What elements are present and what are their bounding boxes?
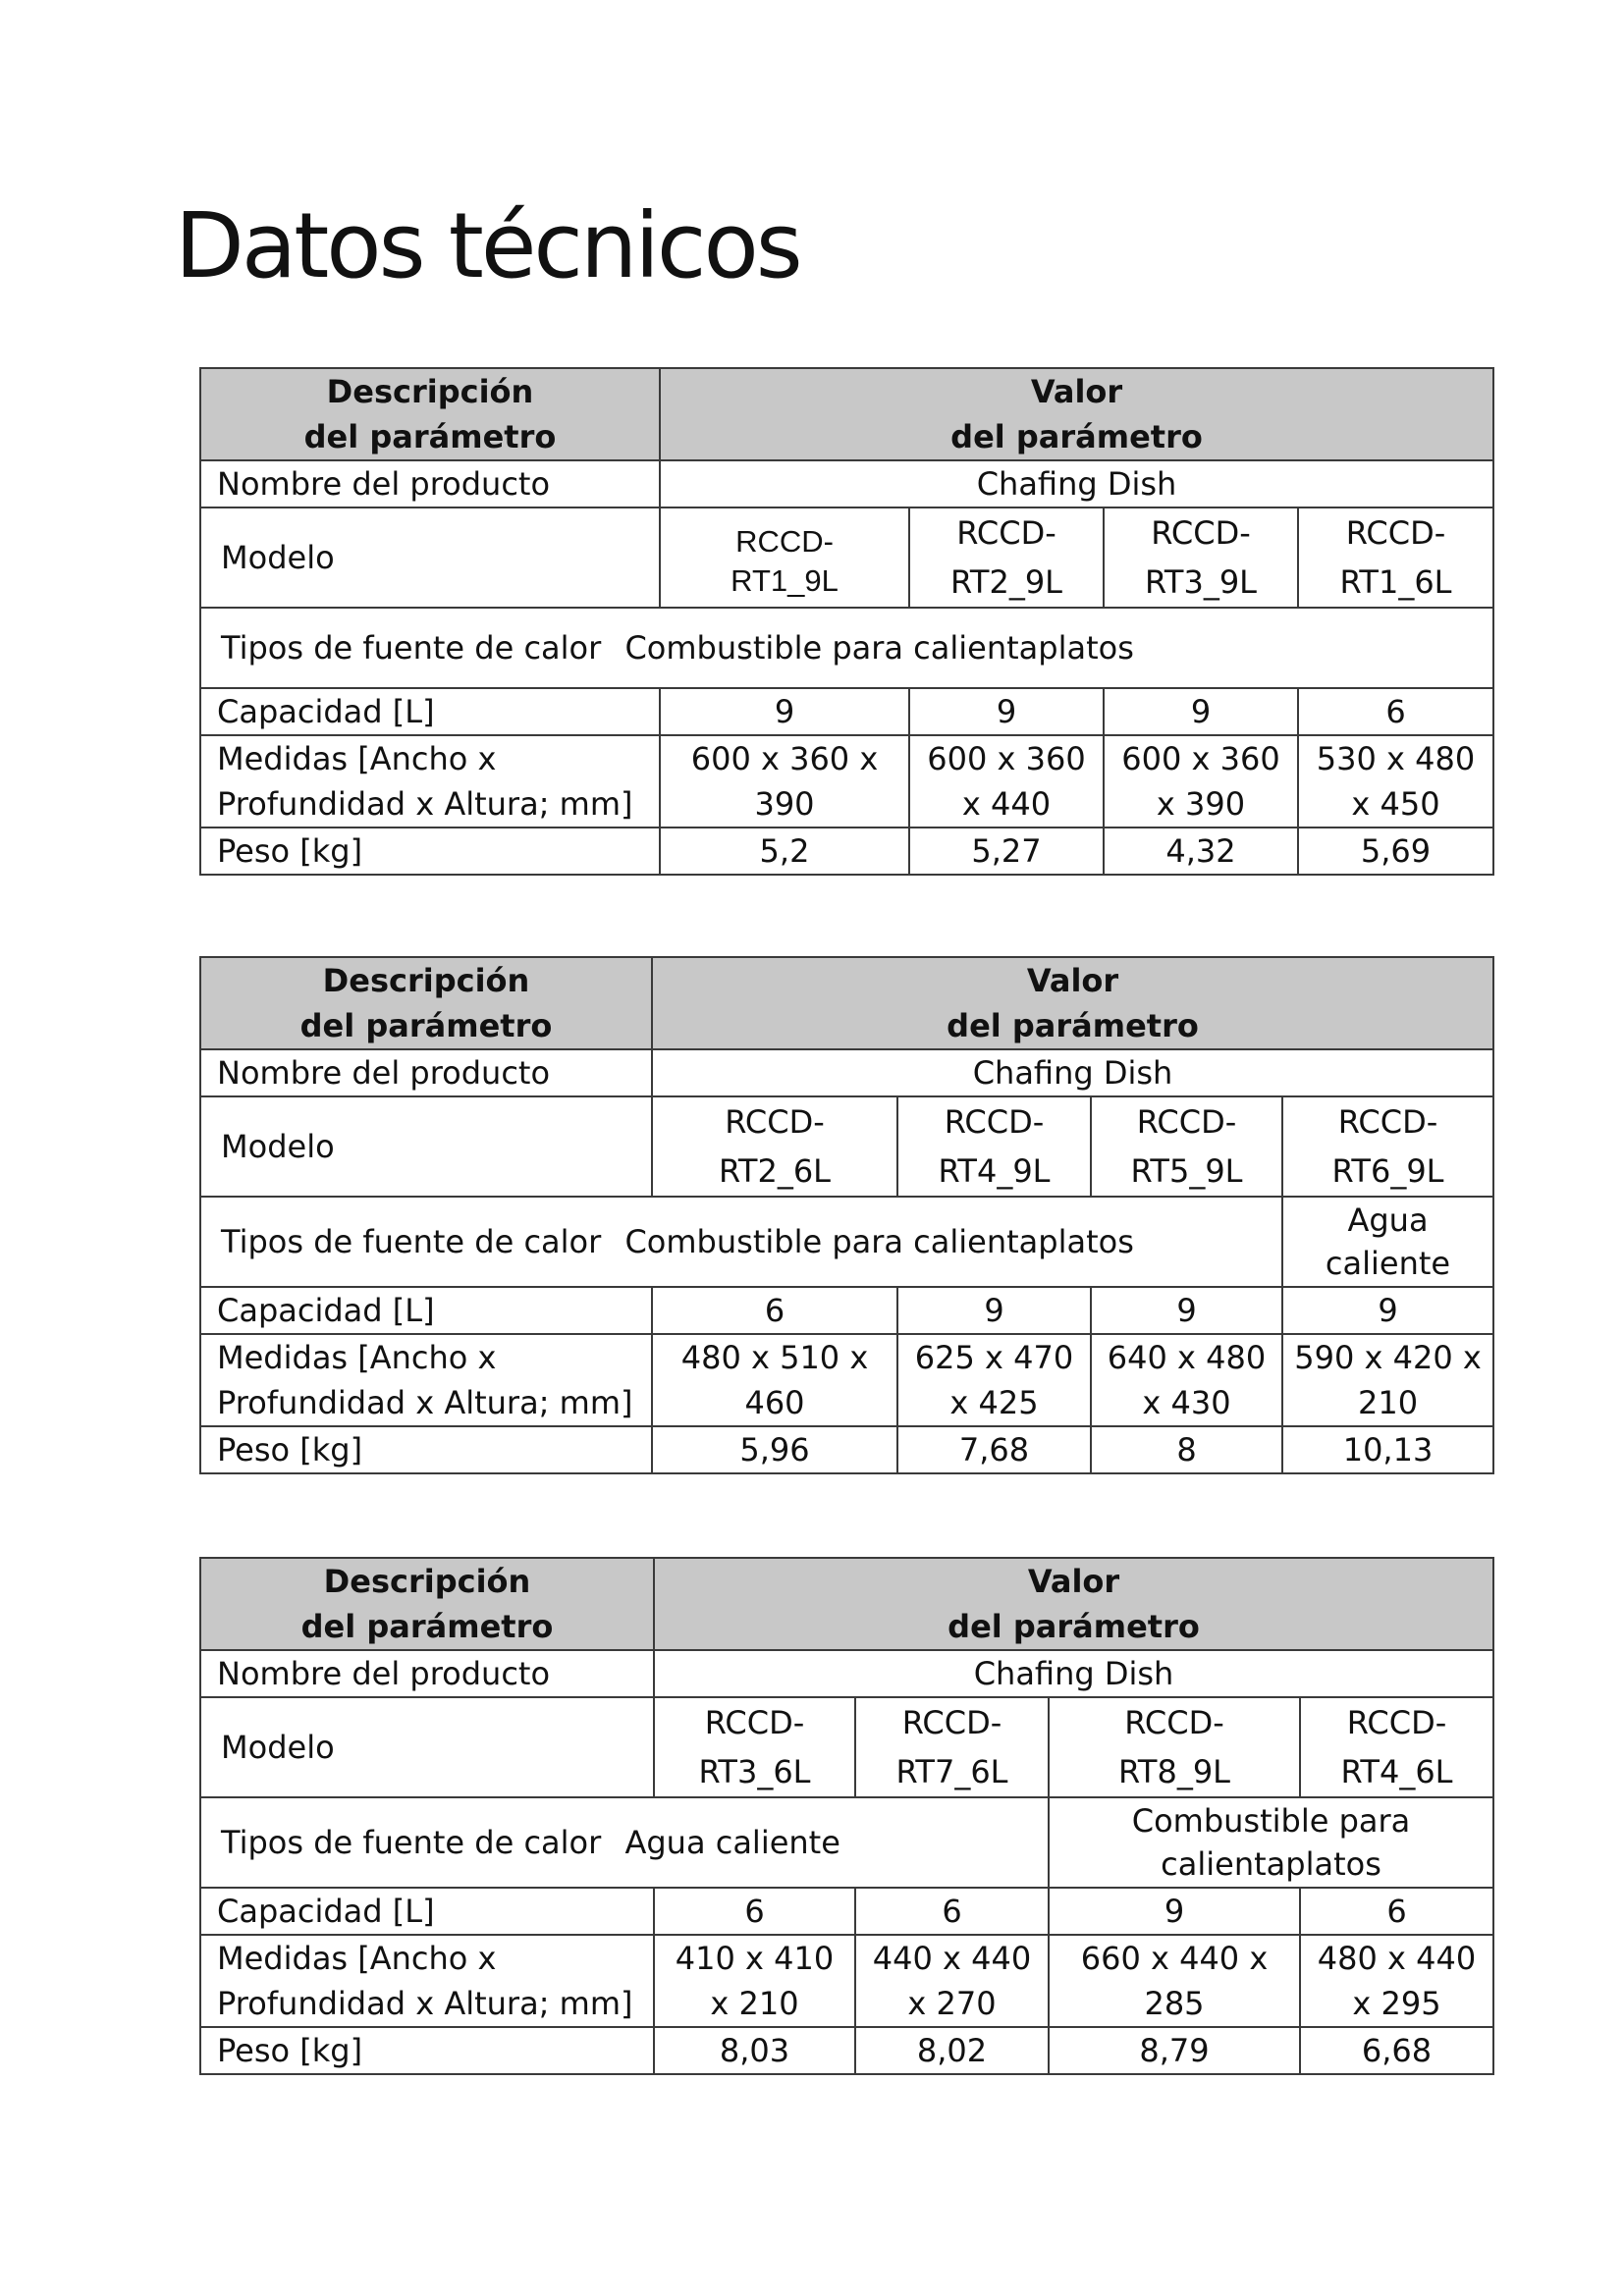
model-cell <box>909 507 1104 608</box>
header-row <box>200 1558 1493 1650</box>
capacity-value: 9 <box>909 688 1104 735</box>
model-line2: RT7_6L <box>895 1753 1008 1790</box>
dimensions-line1: 590 x 420 x <box>1294 1339 1482 1376</box>
model-line1: RCCD- <box>1151 514 1251 552</box>
dimensions-line2: 460 <box>744 1384 805 1421</box>
model-line2: RT4_6L <box>1340 1753 1453 1790</box>
header-value-line1: Valor <box>1030 373 1123 410</box>
dimensions-row <box>200 1935 1493 2027</box>
heat-source-value-right <box>1282 1197 1493 1287</box>
model-cell <box>897 1096 1091 1197</box>
product-name-row <box>200 1049 1493 1096</box>
dimensions-value <box>1282 1334 1493 1426</box>
capacity-value: 9 <box>1104 688 1298 735</box>
weight-value: 5,96 <box>652 1426 897 1473</box>
dimensions-label <box>200 735 660 828</box>
header-value-line2: del parámetro <box>950 418 1203 455</box>
header-value-line1: Valor <box>1027 1563 1120 1600</box>
model-cell <box>1091 1096 1282 1197</box>
capacity-label: Capacidad [L] <box>200 1287 652 1334</box>
weight-value: 4,32 <box>1104 828 1298 875</box>
dimensions-line2: x 430 <box>1142 1384 1231 1421</box>
dimensions-line1: 660 x 440 x <box>1080 1940 1269 1977</box>
header-description <box>200 1558 654 1650</box>
model-line1: RCCD- <box>901 1704 1002 1741</box>
header-value <box>660 368 1493 460</box>
spec-table-2 <box>199 956 1494 1474</box>
heat-source-value: Agua caliente <box>624 1824 840 1861</box>
weight-value: 8,03 <box>654 2027 855 2074</box>
dimensions-label-line2: Profundidad x Altura; mm] <box>217 785 633 823</box>
dimensions-value <box>897 1334 1091 1426</box>
model-line2: RT8_9L <box>1118 1753 1230 1790</box>
model-cell <box>855 1697 1049 1797</box>
heat-source-value: Combustible para calientaplatos <box>624 1223 1134 1260</box>
dimensions-line1: 480 x 440 <box>1317 1940 1477 1977</box>
product-name-label: Nombre del producto <box>200 460 660 507</box>
heat-source-right-line2: caliente <box>1325 1245 1451 1282</box>
model-line1: RCCD- <box>725 1103 825 1141</box>
dimensions-value <box>1104 735 1298 828</box>
model-line2: RT2_9L <box>950 563 1062 601</box>
dimensions-line1: 530 x 480 <box>1316 740 1476 777</box>
heat-source-row <box>200 1797 1493 1888</box>
dimensions-value <box>654 1935 855 2027</box>
header-value-line2: del parámetro <box>947 1007 1199 1044</box>
capacity-value: 9 <box>660 688 909 735</box>
capacity-label: Capacidad [L] <box>200 1888 654 1935</box>
dimensions-label <box>200 1334 652 1426</box>
header-value <box>654 1558 1493 1650</box>
heat-source-cell <box>200 1797 1049 1888</box>
capacity-value: 6 <box>1300 1888 1493 1935</box>
model-line2: RT3_6L <box>698 1753 811 1790</box>
model-cell <box>1282 1096 1493 1197</box>
product-name-value: Chafing Dish <box>660 460 1493 507</box>
heat-source-label: Tipos de fuente de calor <box>221 1223 602 1260</box>
dimensions-value <box>1300 1935 1493 2027</box>
dimensions-line2: 390 <box>754 785 815 823</box>
capacity-value: 6 <box>652 1287 897 1334</box>
model-line2: RT3_9L <box>1145 563 1257 601</box>
model-cell <box>1298 507 1493 608</box>
model-label: Modelo <box>200 507 660 608</box>
page-title: Datos técnicos <box>175 193 800 298</box>
product-name-row <box>200 1650 1493 1697</box>
heat-source-value: Combustible para calientaplatos <box>624 629 1134 667</box>
capacity-value: 9 <box>897 1287 1091 1334</box>
dimensions-row <box>200 1334 1493 1426</box>
heat-source-row <box>200 608 1493 688</box>
model-cell <box>1049 1697 1300 1797</box>
weight-row <box>200 828 1493 875</box>
model-cell <box>1104 507 1298 608</box>
weight-value: 7,68 <box>897 1426 1091 1473</box>
weight-label: Peso [kg] <box>200 2027 654 2074</box>
capacity-row <box>200 1287 1493 1334</box>
header-description <box>200 368 660 460</box>
capacity-value: 9 <box>1091 1287 1282 1334</box>
weight-value: 8,79 <box>1049 2027 1300 2074</box>
dimensions-line2: 285 <box>1144 1985 1205 2022</box>
dimensions-line1: 480 x 510 x <box>680 1339 869 1376</box>
header-description-line2: del parámetro <box>303 418 557 455</box>
model-cell <box>654 1697 855 1797</box>
dimensions-value <box>652 1334 897 1426</box>
model-label: Modelo <box>200 1697 654 1797</box>
capacity-value: 9 <box>1049 1888 1300 1935</box>
model-line2: RT4_9L <box>938 1152 1051 1190</box>
heat-source-right-line1: Agua <box>1347 1201 1429 1239</box>
model-line1: RCCD- <box>1124 1704 1224 1741</box>
model-label: Modelo <box>200 1096 652 1197</box>
dimensions-line2: x 270 <box>907 1985 997 2022</box>
dimensions-value <box>660 735 909 828</box>
model-row <box>200 507 1493 608</box>
model-row <box>200 1697 1493 1797</box>
product-name-value: Chafing Dish <box>654 1650 1493 1697</box>
dimensions-line2: x 425 <box>949 1384 1039 1421</box>
capacity-row <box>200 1888 1493 1935</box>
weight-value: 8 <box>1091 1426 1282 1473</box>
spec-table-1 <box>199 367 1494 876</box>
dimensions-line2: 210 <box>1357 1384 1419 1421</box>
model-line1: RCCD- <box>944 1103 1045 1141</box>
header-description-line1: Descripción <box>322 962 530 999</box>
heat-source-label: Tipos de fuente de calor <box>221 629 602 667</box>
dimensions-row <box>200 735 1493 828</box>
dimensions-line2: x 295 <box>1352 1985 1441 2022</box>
weight-value: 6,68 <box>1300 2027 1493 2074</box>
dimensions-line2: x 450 <box>1351 785 1440 823</box>
dimensions-line2: x 440 <box>961 785 1052 823</box>
model-line2: RT6_9L <box>1331 1152 1444 1190</box>
heat-source-right-line2: calientaplatos <box>1161 1845 1381 1883</box>
heat-source-right-line1: Combustible para <box>1131 1802 1411 1840</box>
capacity-value: 6 <box>1298 688 1493 735</box>
spec-table-3 <box>199 1557 1494 2075</box>
dimensions-label-line1: Medidas [Ancho x <box>217 1339 497 1376</box>
heat-source-cell <box>200 1197 1282 1287</box>
header-value-line1: Valor <box>1026 962 1119 999</box>
dimensions-label-line2: Profundidad x Altura; mm] <box>217 1985 633 2022</box>
dimensions-line1: 600 x 360 x <box>690 740 879 777</box>
model-line1: RCCD- <box>735 524 834 559</box>
weight-value: 5,69 <box>1298 828 1493 875</box>
model-line1: RCCD- <box>1337 1103 1438 1141</box>
model-line1: RCCD- <box>1136 1103 1237 1141</box>
dimensions-value <box>855 1935 1049 2027</box>
dimensions-value <box>909 735 1104 828</box>
weight-label: Peso [kg] <box>200 828 660 875</box>
model-line1: RCCD- <box>1345 514 1446 552</box>
dimensions-line1: 640 x 480 <box>1107 1339 1267 1376</box>
dimensions-label <box>200 1935 654 2027</box>
dimensions-line2: x 390 <box>1156 785 1246 823</box>
dimensions-label-line1: Medidas [Ancho x <box>217 740 497 777</box>
model-row <box>200 1096 1493 1197</box>
weight-value: 5,2 <box>660 828 909 875</box>
header-description-line1: Descripción <box>323 1563 531 1600</box>
header-value <box>652 957 1493 1049</box>
header-value-line2: del parámetro <box>947 1608 1200 1645</box>
model-cell <box>660 507 909 608</box>
weight-value: 10,13 <box>1282 1426 1493 1473</box>
product-name-label: Nombre del producto <box>200 1049 652 1096</box>
dimensions-value <box>1091 1334 1282 1426</box>
model-line1: RCCD- <box>1346 1704 1447 1741</box>
heat-source-label: Tipos de fuente de calor <box>221 1824 602 1861</box>
model-line2: RT1_9L <box>731 563 839 598</box>
heat-source-value-right <box>1049 1797 1493 1888</box>
model-line2: RT2_6L <box>719 1152 831 1190</box>
weight-label: Peso [kg] <box>200 1426 652 1473</box>
capacity-value: 9 <box>1282 1287 1493 1334</box>
weight-value: 8,02 <box>855 2027 1049 2074</box>
capacity-value: 6 <box>855 1888 1049 1935</box>
heat-source-row <box>200 1197 1493 1287</box>
product-name-label: Nombre del producto <box>200 1650 654 1697</box>
weight-value: 5,27 <box>909 828 1104 875</box>
dimensions-value <box>1049 1935 1300 2027</box>
header-description-line2: del parámetro <box>299 1007 553 1044</box>
header-row <box>200 957 1493 1049</box>
dimensions-line1: 625 x 470 <box>914 1339 1074 1376</box>
capacity-label: Capacidad [L] <box>200 688 660 735</box>
header-description-line1: Descripción <box>326 373 534 410</box>
header-description-line2: del parámetro <box>300 1608 554 1645</box>
header-description <box>200 957 652 1049</box>
dimensions-line1: 410 x 410 <box>675 1940 835 1977</box>
product-name-value: Chafing Dish <box>652 1049 1493 1096</box>
model-cell <box>1300 1697 1493 1797</box>
weight-row <box>200 1426 1493 1473</box>
dimensions-value <box>1298 735 1493 828</box>
dimensions-line2: x 210 <box>710 1985 799 2022</box>
dimensions-line1: 600 x 360 <box>927 740 1086 777</box>
header-row <box>200 368 1493 460</box>
model-line2: RT5_9L <box>1130 1152 1243 1190</box>
dimensions-line1: 440 x 440 <box>872 1940 1032 1977</box>
model-line1: RCCD- <box>956 514 1056 552</box>
model-cell <box>652 1096 897 1197</box>
capacity-row <box>200 688 1493 735</box>
dimensions-label-line1: Medidas [Ancho x <box>217 1940 497 1977</box>
dimensions-label-line2: Profundidad x Altura; mm] <box>217 1384 633 1421</box>
heat-source-cell <box>200 608 1493 688</box>
model-line2: RT1_6L <box>1339 563 1452 601</box>
product-name-row <box>200 460 1493 507</box>
dimensions-line1: 600 x 360 <box>1121 740 1280 777</box>
weight-row <box>200 2027 1493 2074</box>
capacity-value: 6 <box>654 1888 855 1935</box>
model-line1: RCCD- <box>704 1704 805 1741</box>
